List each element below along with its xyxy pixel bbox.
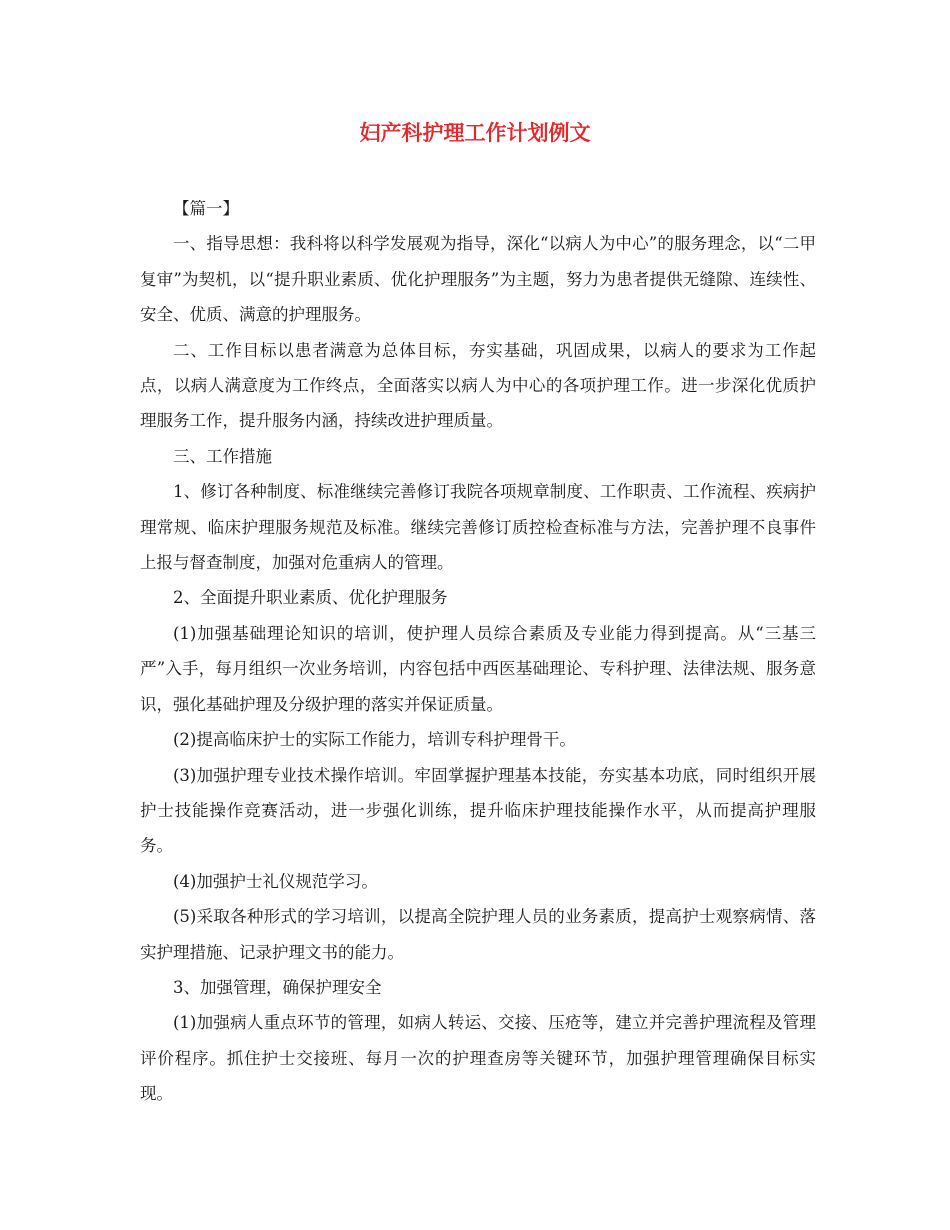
paragraph: 二、工作目标以患者满意为总体目标，夯实基础，巩固成果，以病人的要求为工作起点，以病人满意度为工作终点，全面落实以病人为中心的各项护理工作。进一步深化优质护理服务工作，提升服务内涵，持续改进护理质量。: [140, 340, 816, 431]
paragraph: (1)加强基础理论知识的培训，使护理人员综合素质及专业能力得到提高。从“三基三严”入手，每月组织一次业务培训，内容包括中西医基础理论、专科护理、法律法规、服务意识，强化基础护理及分级护理的落实并保证质量。: [140, 623, 816, 714]
paragraph: 1、修订各种制度、标准继续完善修订我院各项规章制度、工作职责、工作流程、疾病护理常规、临床护理服务规范及标准。继续完善修订质控检查标准与方法，完善护理不良事件上报与督查制度，加强对危重病人的管理。: [140, 482, 816, 573]
paragraph: (3)加强护理专业技术操作培训。牢固掌握护理基本技能，夯实基本功底，同时组织开展护士技能操作竞赛活动，进一步强化训练，提升临床护理技能操作水平，从而提高护理服务。: [140, 765, 816, 856]
paragraph: (1)加强病人重点环节的管理，如病人转运、交接、压疮等，建立并完善护理流程及管理评价程序。抓住护士交接班、每月一次的护理查房等关键环节，加强护理管理确保目标实现。: [140, 1013, 816, 1104]
document-title: 妇产科护理工作计划例文: [359, 120, 591, 145]
paragraph: (5)采取各种形式的学习培训，以提高全院护理人员的业务素质，提高护士观察病情、落实护理措施、记录护理文书的能力。: [140, 907, 816, 962]
document-body: [140, 191, 816, 1112]
paragraph: (2)提高临床护士的实际工作能力，培训专科护理骨干。: [173, 730, 576, 750]
paragraph: 一、指导思想：我科将以科学发展观为指导，深化“以病人为中心”的服务理念，以“二甲复审”为契机，以“提升职业素质、优化护理服务”为主题，努力为患者提供无缝隙、连续性、安全、优质、满意的护理服务。: [140, 234, 816, 325]
paragraph: 2、全面提升职业素质、优化护理服务: [173, 588, 448, 608]
paragraph: 三、工作措施: [173, 446, 272, 466]
section-heading: 【篇一】: [173, 199, 239, 218]
paragraph: 3、加强管理，确保护理安全: [173, 977, 382, 997]
paragraph: (4)加强护士礼仪规范学习。: [173, 871, 378, 891]
